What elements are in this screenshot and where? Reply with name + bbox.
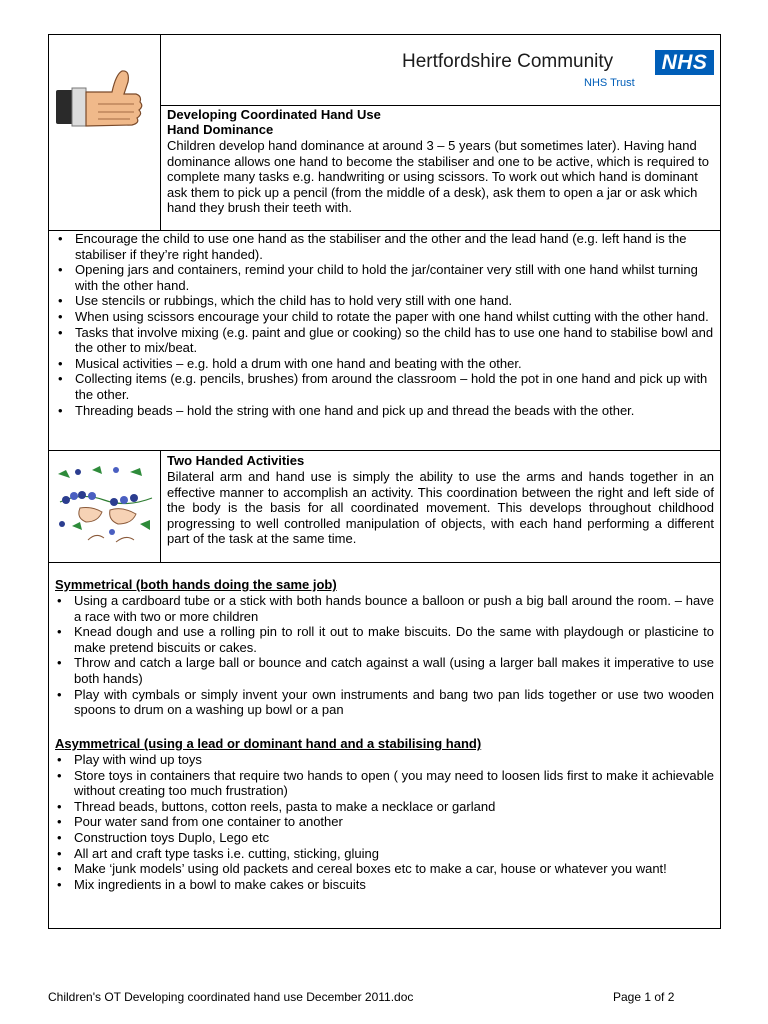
- section-title-hand-dominance: Hand Dominance: [167, 122, 274, 137]
- list-item: • Pour water sand from one container to another: [48, 814, 714, 830]
- intro-paragraph: Children develop hand dominance at around 3 – 5 years (but sometimes later). Having hand dominance allows one hand to become the stabiliser and one to be active, which is required to complete many tasks e.g. handwriting or using scissors. To work out which hand is dominant ask them to pick up a pencil (from the middle of a desk), ask them to open a jar or ask which hand they brush their teeth with.: [167, 138, 709, 216]
- symmetrical-heading: Symmetrical (both hands doing the same job): [55, 577, 337, 592]
- list-item: • Construction toys Duplo, Lego etc: [48, 830, 714, 846]
- dominance-tips-cell: [48, 230, 721, 451]
- list-item: • Encourage the child to use one hand as the stabiliser and the other and the lead hand (e.g. left hand is the stabiliser if they’re right handed).: [49, 231, 715, 262]
- list-item: • Store toys in containers that require two hands to open ( you may need to loosen lids first to make it achievable without creating too much frustration): [48, 768, 714, 799]
- page-title: Developing Coordinated Hand Use: [167, 107, 381, 122]
- thumbs-up-icon: [54, 68, 154, 138]
- list-item: • Tasks that involve mixing (e.g. paint and glue or cooking) so the child has to use one hand to stabilise bowl and the other to mix/beat.: [49, 325, 715, 356]
- list-item: • All art and craft type tasks i.e. cutting, sticking, gluing: [48, 846, 714, 862]
- footer-filename: Children's OT Developing coordinated hand use December 2011.doc: [48, 990, 414, 1004]
- org-subtitle: NHS Trust: [584, 77, 635, 89]
- nhs-logo: NHS: [655, 50, 714, 75]
- list-item: • Opening jars and containers, remind your child to hold the jar/container very still with one hand whilst turning with the other hand.: [49, 262, 715, 293]
- list-item: • Collecting items (e.g. pencils, brushes) from around the classroom – hold the pot in one hand and pick up with the other.: [49, 371, 715, 402]
- list-item: • Throw and catch a large ball or bounce and catch against a wall (using a larger ball makes it imperative to use both hands): [48, 655, 714, 686]
- list-item: • Play with cymbals or simply invent your own instruments and bang two pan lids together or use two wooden spoons to drum on a washing up bowl or a pan: [48, 687, 714, 718]
- list-item: • Make ‘junk models’ using old packets and cereal boxes etc to make a car, house or whatever you want!: [48, 861, 714, 877]
- dominance-tips-list: [49, 231, 715, 418]
- list-item: • Mix ingredients in a bowl to make cakes or biscuits: [48, 877, 714, 893]
- section-title-two-handed: Two Handed Activities: [167, 453, 305, 468]
- list-item: • When using scissors encourage your child to rotate the paper with one hand whilst cutting with the other hand.: [49, 309, 715, 325]
- asymmetrical-heading: Asymmetrical (using a lead or dominant hand and a stabilising hand): [55, 736, 482, 751]
- asymmetrical-list: [48, 752, 714, 892]
- list-item: • Use stencils or rubbings, which the child has to hold very still with one hand.: [49, 293, 715, 309]
- list-item: • Thread beads, buttons, cotton reels, pasta to make a necklace or garland: [48, 799, 714, 815]
- list-item: • Knead dough and use a rolling pin to roll it out to make biscuits. Do the same with playdough or plasticine to make pretend biscuits or cakes.: [48, 624, 714, 655]
- list-item: • Play with wind up toys: [48, 752, 714, 768]
- org-name: Hertfordshire Community: [402, 51, 614, 72]
- symmetrical-list: [48, 593, 714, 718]
- list-item: • Musical activities – e.g. hold a drum with one hand and beating with the other.: [49, 356, 715, 372]
- footer-page-number: Page 1 of 2: [613, 990, 675, 1004]
- list-item: • Threading beads – hold the string with one hand and pick up and thread the beads with the other.: [49, 403, 715, 419]
- two-handed-paragraph: Bilateral arm and hand use is simply the ability to use the arms and hands together in an effective manner to accomplish an activity. This coordination between the right and left side of the body is the basis for all coordinated movement. This develops throughout childhood progressing to well controlled manipulation of objects, with each hand performing a different part of the task at the same time.: [167, 469, 714, 547]
- threading-beads-hands-icon: [52, 462, 158, 548]
- list-item: • Using a cardboard tube or a stick with both hands bounce a balloon or push a big ball around the room. – have a race with two or more children: [48, 593, 714, 624]
